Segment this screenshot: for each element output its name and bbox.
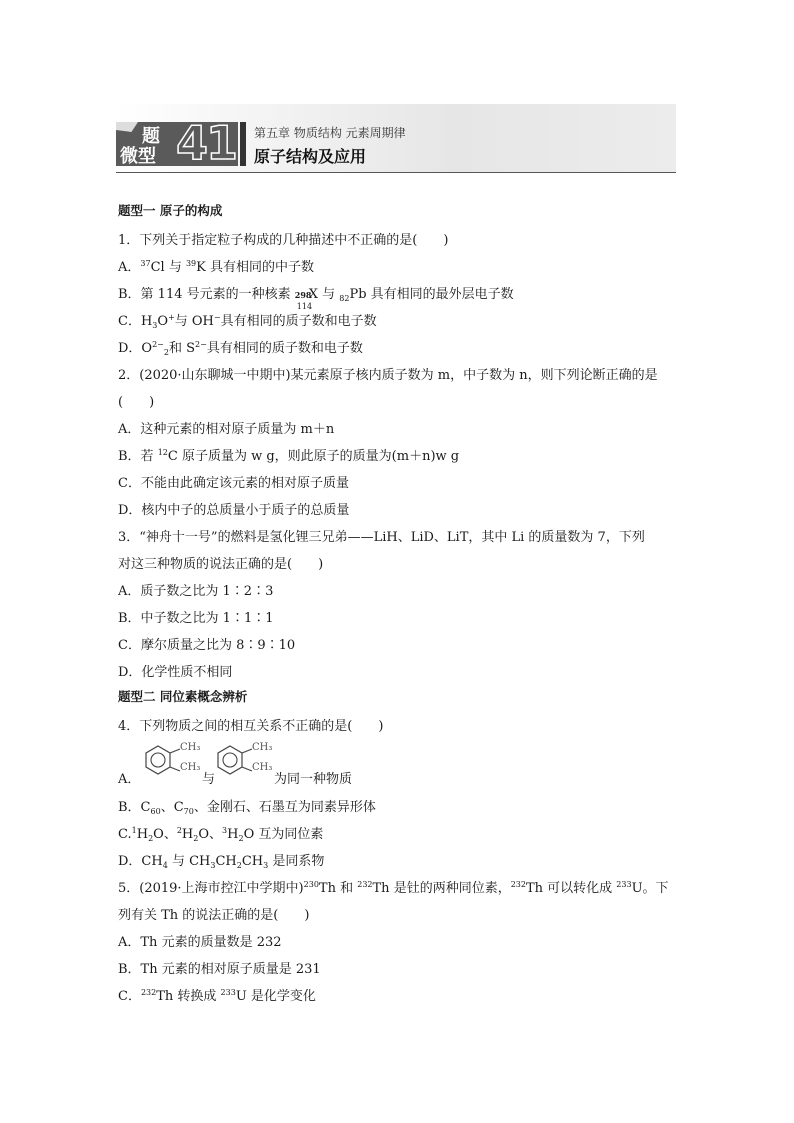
question-3-option-b: B．中子数之比为 1∶1∶1 bbox=[118, 611, 274, 626]
question-1-option-d: D．$O^{2-}_2$和 $S^{2-}$具有相同的质子数和电子数 bbox=[118, 340, 363, 357]
logo-number: 41 bbox=[176, 122, 237, 166]
question-1-option-b: B．第 114 号元素的一种核素 298 114 X 与 $_{82}$Pb 具有相同的最外层电子数 bbox=[118, 287, 514, 311]
nuclide-symbol: 298 114 bbox=[294, 290, 313, 311]
logo-weixing: 微型 bbox=[120, 146, 156, 166]
o-xylene-structure bbox=[144, 740, 204, 788]
page-header bbox=[116, 104, 676, 173]
question-1-option-c: C．$H_3O^+$与 OH−具有相同的质子数和电子数 bbox=[118, 313, 377, 330]
section-heading-2: 题型二 同位素概念辨析 bbox=[118, 689, 248, 704]
question-4-option-d: D．$CH_4$ 与 $CH_3CH_2CH_3$ 是同系物 bbox=[118, 854, 325, 870]
section-heading-1: 题型一 原子的构成 bbox=[118, 203, 223, 218]
chapter-title: 第五章 物质结构 元素周期律 bbox=[254, 126, 406, 140]
m-xylene-structure bbox=[216, 740, 276, 788]
question-3-option-d: D．化学性质不相同 bbox=[118, 665, 233, 680]
question-content bbox=[118, 200, 680, 1010]
logo-bar bbox=[240, 122, 246, 166]
logo bbox=[116, 122, 238, 166]
question-5-stem-line-1: 5．(2019·上海市控江中学期中)$^{230}$Th 和 $^{232}$Th 是钍的两种同位素，$^{232}$Th 可以转化成 $^{233}$U。下 bbox=[118, 880, 669, 896]
question-1-stem: 1．下列关于指定粒子构成的几种描述中不正确的是( ) bbox=[118, 233, 449, 248]
question-2-option-c: C．不能由此确定该元素的相对原子质量 bbox=[118, 476, 349, 491]
question-3-option-a: A．质子数之比为 1∶2∶3 bbox=[118, 584, 274, 599]
logo-ti: 题 bbox=[142, 126, 160, 147]
question-1-option-a: A．$^{37}$Cl 与 $^{39}$K 具有相同的中子数 bbox=[118, 259, 314, 275]
question-2-option-b: B．若 $^{12}$C 原子质量为 w g，则此原子的质量为(m＋n)w g bbox=[118, 448, 460, 464]
question-4-option-a: A． CH₃ CH₃ 与 CH₃ CH₃ 为同一种物质 bbox=[118, 742, 353, 787]
question-4-option-b: B．$C_{60}$、$C_{70}$、金刚石、石墨互为同素异形体 bbox=[118, 800, 376, 816]
question-4-stem: 4．下列物质之间的相互关系不正确的是( ) bbox=[118, 719, 384, 734]
question-3-stem-line-2: 对这三种物质的说法正确的是( ) bbox=[118, 557, 324, 572]
ch3-label: CH₃ bbox=[252, 742, 273, 753]
question-5-stem-line-2: 列有关 Th 的说法正确的是( ) bbox=[118, 908, 310, 923]
question-5-option-a: A．Th 元素的质量数是 232 bbox=[118, 935, 282, 950]
logo-tear-decoration bbox=[116, 122, 138, 132]
topic-title: 原子结构及应用 bbox=[254, 147, 367, 166]
question-2-option-d: D．核内中子的总质量小于质子的总质量 bbox=[118, 503, 350, 518]
ch3-label: CH₃ bbox=[180, 762, 201, 773]
ch3-label: CH₃ bbox=[180, 742, 201, 753]
question-2-paren: ( ) bbox=[118, 395, 155, 410]
question-2-stem: 2．(2020·山东聊城一中期中)某元素原子核内质子数为 m，中子数为 n，则下列论断正确的是 bbox=[118, 368, 658, 383]
question-5-option-c: C．$^{232}$Th 转换成 $^{233}$U 是化学变化 bbox=[118, 988, 316, 1004]
question-2-option-a: A．这种元素的相对原子质量为 m＋n bbox=[118, 422, 335, 437]
question-3-stem-line-1: 3．“神舟十一号”的燃料是氢化锂三兄弟——LiH、LiD、LiT，其中 Li 的质量数为 7，下列 bbox=[118, 530, 645, 545]
ch3-label: CH₃ bbox=[252, 762, 273, 773]
question-4-option-c: $C.^1H_2O$、$^2H_2O$、$^3H_2O$ 互为同位素 bbox=[118, 826, 324, 843]
question-5-option-b: B．Th 元素的相对原子质量是 231 bbox=[118, 962, 321, 977]
question-3-option-c: C．摩尔质量之比为 8∶9∶10 bbox=[118, 638, 296, 653]
